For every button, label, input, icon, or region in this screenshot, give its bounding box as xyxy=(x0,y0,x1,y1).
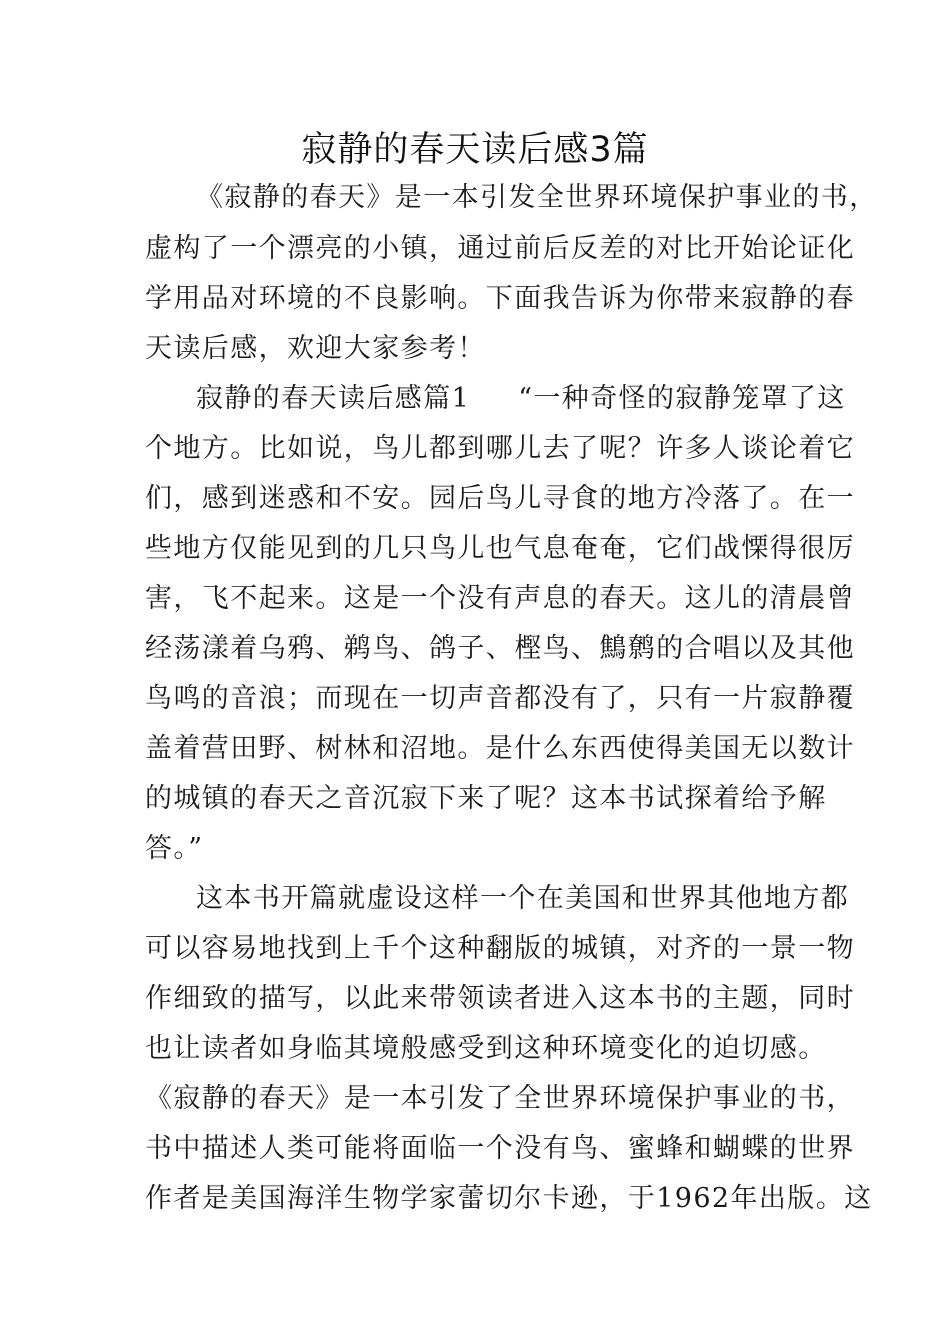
paragraph-line: 害，飞不起来。这是一个没有声息的春天。这儿的清晨曾 xyxy=(145,583,855,614)
paragraph-line: 《寂静的春天》是一本引发全世界环境保护事业的书， xyxy=(196,182,878,213)
paragraph-line: 答。” xyxy=(145,833,204,864)
section-heading: 寂静的春天读后感篇1 xyxy=(196,383,471,414)
paragraph-line: 们，感到迷惑和不安。园后鸟儿寻食的地方冷落了。在一 xyxy=(145,483,855,514)
document-title: 寂静的春天读后感3篇 xyxy=(301,130,649,170)
section-heading-line xyxy=(196,382,846,416)
paragraph-line: 盖着营田野、树林和沼地。是什么东西使得美国无以数计 xyxy=(145,733,855,764)
paragraph-line: 可以容易地找到上千个这种翻版的城镇，对齐的一景一物 xyxy=(145,933,855,964)
paragraph-line: 学用品对环境的不良影响。下面我告诉为你带来寂静的春 xyxy=(145,283,855,314)
paragraph-line: 书中描述人类可能将面临一个没有鸟、蜜蜂和蝴蝶的世界 xyxy=(145,1133,855,1164)
paragraph-line: 天读后感，欢迎大家参考！ xyxy=(145,333,486,364)
paragraph-line: 《寂静的春天》是一本引发了全世界环境保护事业的书， xyxy=(145,1083,855,1114)
paragraph-line: 经荡漾着乌鸦、鹈鸟、鸽子、樫鸟、鷦鹩的合唱以及其他 xyxy=(145,633,855,664)
paragraph-line: 些地方仅能见到的几只鸟儿也气息奄奄，它们战慄得很厉 xyxy=(145,533,855,564)
paragraph-line: 作者是美国海洋生物学家蕾切尔卡逊，于1962年出版。这 xyxy=(145,1183,873,1214)
paragraph-line: 作细致的描写，以此来带领读者进入这本书的主题，同时 xyxy=(145,983,855,1014)
paragraph-line: 个地方。比如说，鸟儿都到哪儿去了呢？许多人谈论着它 xyxy=(145,433,855,464)
paragraph-line: 这本书开篇就虚设这样一个在美国和世界其他地方都 xyxy=(196,883,850,914)
paragraph-line: 也让读者如身临其境般感受到这种环境变化的迫切感。 xyxy=(145,1033,827,1064)
paragraph-line: 虚构了一个漂亮的小镇，通过前后反差的对比开始论证化 xyxy=(145,233,855,264)
quote-start: “一种奇怪的寂静笼罩了这 xyxy=(518,383,846,414)
paragraph-line: 的城镇的春天之音沉寂下来了呢？这本书试探着给予解 xyxy=(145,783,827,814)
paragraph-line: 鸟鸣的音浪；而现在一切声音都没有了，只有一片寂静覆 xyxy=(145,683,855,714)
